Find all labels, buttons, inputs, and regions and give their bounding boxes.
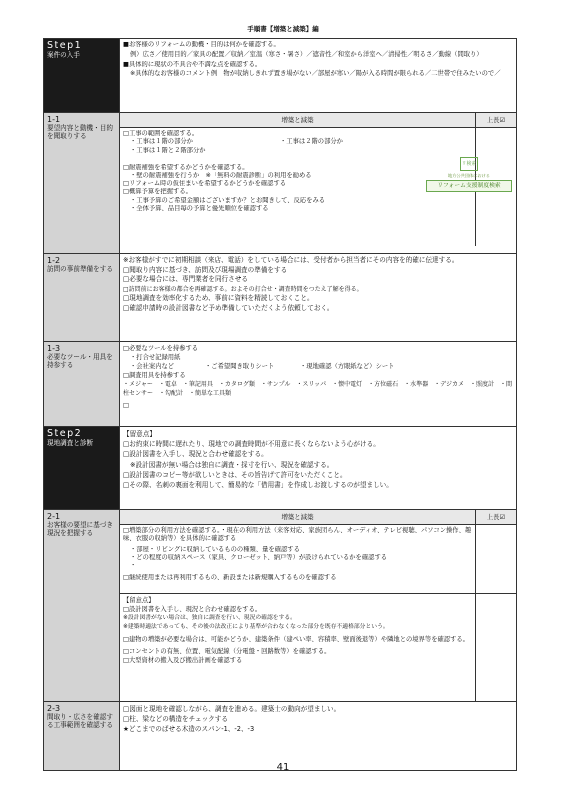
step1-2-row [44,254,516,342]
checklist-note: ※設計図書が無い場合は独自に調査・採寸を行い、現況を確認する。 [130,460,334,469]
step1-content [120,39,516,112]
step1-line: ※具体的なお客様のコメント例 物が収納しきれず置き場がない／部屋が寒い／陽が入る時間が限られる／二世帯で住みたいので／ [130,69,501,77]
step1-3-row [44,342,516,427]
step2-1-row [44,510,516,702]
checklist-subitem: ・工事は２階の部分か [280,138,343,146]
page-number: 41 [276,762,290,773]
checklist-item: □必要な場合には、専門業者を同行させる [123,275,248,284]
checklist-subitem: ・壁の耐震補強を行うか ※「無料の耐震診断」の利用を勧める [130,172,312,180]
checklist-item: □建物の増築が必要な場合は、可能かどうか、建築条件（建ぺい率、容積率、壁面後退等）や隣地との境界等を確認する。 [123,636,469,644]
checklist-subitem: ・部屋・リビングに収納しているものの種類、量を確認する [130,545,300,553]
step2-3-row [44,702,516,770]
step2-row [44,427,516,510]
step1-label [44,39,120,112]
step1-3-content [120,342,516,426]
checklist-subitem: ・現地確認（方眼紙など）シート [300,363,395,370]
checklist-item: □概算予算を把握する。 [123,188,192,196]
step1-2-title: 訪問の事前準備をする [47,265,113,273]
checklist-subitem: ・工事は１階と２階部分か [130,146,206,154]
checklist-item: □設計図書のコピー等が欲しいときは、その旨告げて許可をいただくこと。 [123,470,347,479]
checklist-item: □大型資材の搬入及び搬出計画を確認する [123,657,243,665]
step1-1-label [44,113,120,253]
checklist-item: □耐震補強を希望するかどうかを確認する。 [123,163,249,171]
checklist-item: □その際、名刺の裏面を利用して、簡易的な「借用書」を作成しお渡しするのが望ましい。 [123,481,393,490]
checklist-subitem: ・工事は１階の部分か [130,138,193,146]
table-header-approval: 上長☑ [476,510,516,524]
notice-heading: 【留意点】 [123,430,156,438]
checklist-item: □お約束に時間に遅れたり、現地での調査時間が不用意に長くならないよう心がける。 [123,440,380,449]
step1-2-number: 1-2 [47,256,61,265]
approval-cell[interactable] [476,525,516,593]
table-header-main: 増築と減築 [120,510,476,524]
checkbox-empty[interactable]: □ [123,402,129,409]
step2-1-label [44,510,120,701]
step1-1-title: 要望内容と動機・目的を聞取りする [47,124,113,140]
checklist-item: □リフォーム時の仮住まいを希望するかどうかを確認する [123,180,287,188]
checklist-item: □調査用具を持参する [123,372,186,379]
checklist-item: □確認申請時の設計図書など予め準備していただくよう依頼しておく。 [123,303,334,312]
step2-title: 現地調査と診断 [47,439,94,447]
checklist-subitem: ・工事予算のご希望金額はございますか？とお聞きして、反応をみる [130,196,326,204]
step1-2-content [120,254,516,341]
step1-3-title: 必要なツール・用具を持参する [47,353,113,369]
step1-row [44,39,516,113]
reform-search-logo-icon: リ検索 [460,157,478,171]
checklist-item: □工事の範囲を確認する。 [123,130,199,138]
checklist-item: □コンセントの有無、位置、電気配線（分電盤・回路数等）を確認する。 [123,648,331,656]
approval-cell[interactable] [476,594,516,702]
banner-caption: 地方公共団体における [448,173,490,178]
checklist-subitem: ・ [130,562,137,570]
step1-3-label [44,342,120,426]
step2-content [120,427,516,509]
step1-1-row [44,113,516,254]
notice-heading: 【留意点】 [123,597,155,605]
table-header-approval: 上長☑ [476,113,516,127]
checklist-item: □設計図書を入手し、現況と合わせ確認をする。 [123,606,262,614]
banner-title: リフォーム支援制度検索 [426,180,512,192]
checklist-item: □柱、梁などの構造をチェックする [123,715,228,723]
checklist-item: □聞取り内容に基づき、訪問及び現場調査の準備をする [123,265,288,274]
step1-number: Step1 [47,40,83,51]
reform-support-banner[interactable] [426,157,512,192]
checklist-item: □訪問前にお客様の都合を再確認する。およその打合せ・調査時間をつたえ了解を得る。 [123,285,363,293]
step1-2-label [44,254,120,341]
step1-1-number: 1-1 [47,115,61,124]
checklist-subitem: ・ご希望聞き取りシート [205,363,275,370]
checklist-item: □継続使用または再利用するもの、新設または新規購入するものを確認する [123,574,337,582]
checklist-item: □必要なツールを持参する [123,345,199,352]
checklist-note: ※建築時適法であっても、その後の法改正により基準が合わなくなった部分を既存不適格部分という。 [123,624,389,631]
procedure-table [43,38,517,771]
table-header-main: 増築と減築 [120,113,476,127]
step2-number: Step2 [47,428,83,439]
checklist-item: □現地調査を効率化するため、事前に資料を精読しておくこと。 [123,294,314,303]
checklist-subitem: ・会社案内など [130,363,175,370]
checklist-subitem: ・全体予算、品目毎の予算と優先順位を確認する [130,204,269,212]
step1-3-number: 1-3 [47,344,61,353]
step1-1-content [120,113,516,253]
checklist-note: ※設計図書がない場合は、独自に調査を行い、現況の確認をする。 [123,615,296,622]
step2-3-title: 間取り・広さを確認する工事範囲を確認する [47,713,113,729]
step2-3-label [44,702,120,770]
step1-line: ■お客様のリフォームの動機・目的は何かを確認する。 [123,41,280,48]
checklist-subitem: ・メジャー ・電卓 ・筆記用具 ・カタログ類 ・サンプル ・スリッパ ・懐中電灯 ・方位磁石 ・水準器 ・デジカメ ・照度計 ・間柱センサー ・勾配計 ・簡単な工具類 [123,381,512,397]
checklist-subitem: ・どの程度の収納スペース（家具、クローゼット、納戸等）が設けられているかを確認する [130,553,388,561]
document-title: 手順書【増築と減築】編 [247,25,319,33]
checklist-subitem: ・打合せ記録用紙 [130,354,181,361]
step1-line: 例）広さ／使用目的／家具の配置／収納／室温（寒さ・暑さ）／遮音性／和室から洋室へ／清掃性／明るさ／動線（間取り） [130,51,483,59]
checklist-item: □設計図書を入手し、現況と合わせ確認をする。 [123,450,268,459]
step2-3-content [120,702,516,770]
step2-1-content [120,510,516,701]
step1-title: 案件の入手 [47,51,80,59]
step2-1-title: お客様の要望に基づき現況を把握する [47,521,113,537]
step2-1-number: 2-1 [47,512,61,521]
step2-3-number: 2-3 [47,704,61,713]
step1-line: ■具体的に現状の不具合や不満な点を確認する。 [123,61,262,69]
step2-label [44,427,120,509]
checklist-item: ※お客様がすでに初期相談（来店、電話）をしている場合には、受付者から担当者にその内容を的確に伝達する。 [123,256,459,264]
checklist-item: ★どこまでのばせる木造のスパン-1、-2、-3 [123,725,255,733]
checklist-item: □図面と現地を確認しながら、調査を進める。建築士の動向が望ましい。 [123,705,341,713]
checklist-item: □増築部分の利用方法を確認する。・現在の利用方法（来客対応、家族団らん、オーディオ、テレビ視聴、パソコン操作、趣味、衣服の収納等）を具体的に確認する [123,527,472,543]
